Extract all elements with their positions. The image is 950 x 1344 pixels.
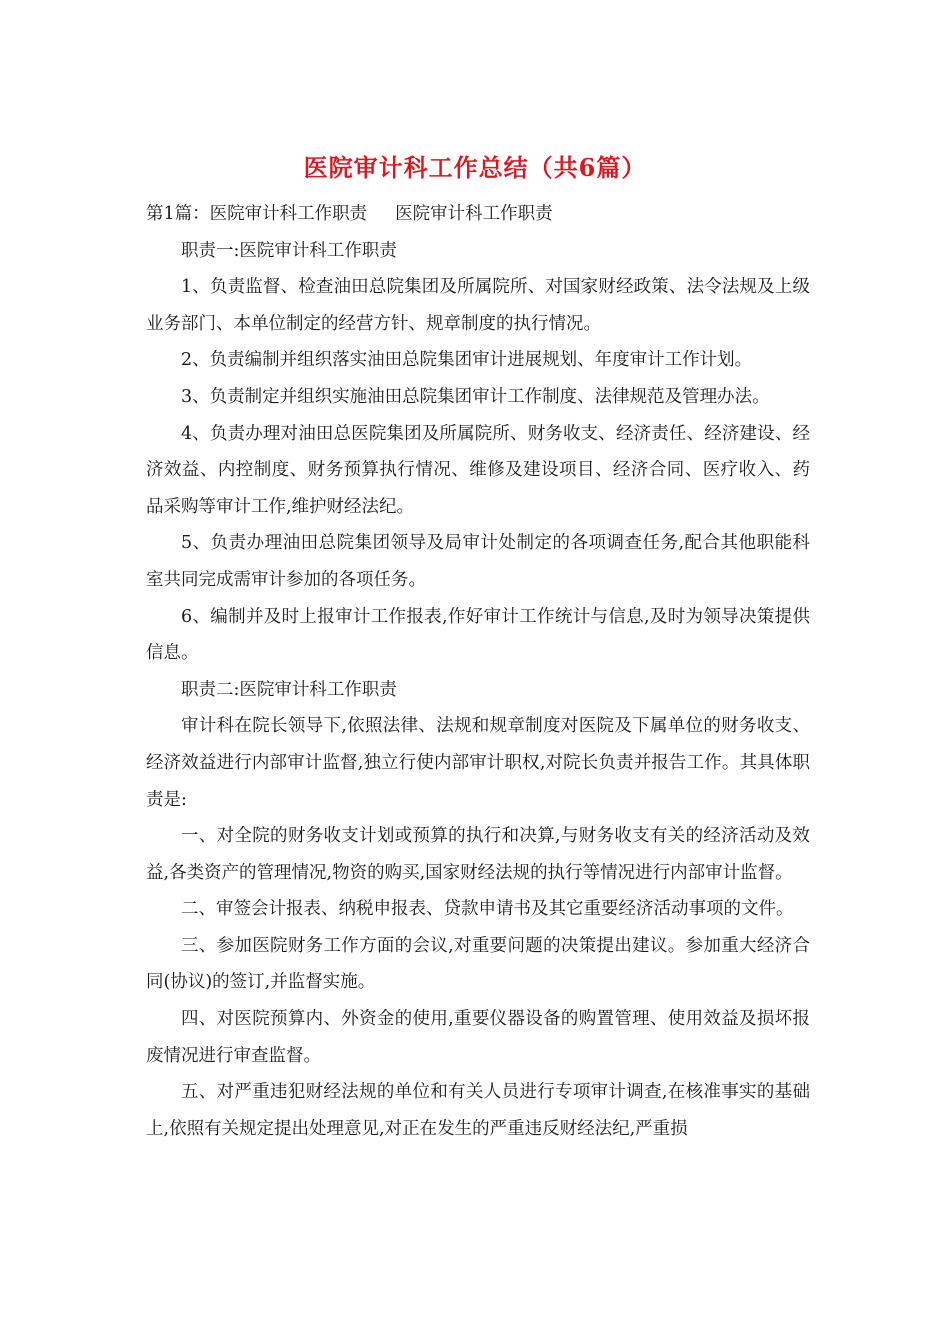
document-body xyxy=(146,196,810,1147)
paragraph: 3、负责制定并组织实施油田总院集团审计工作制度、法律规范及管理办法。 xyxy=(181,386,770,407)
paragraph: 2、负责编制并组织落实油田总院集团审计进展规划、年度审计工作计划。 xyxy=(181,350,753,371)
heading-part-2: 医院审计科工作职责 xyxy=(395,204,553,224)
document-title: 医院审计科工作总结（共6篇） xyxy=(303,153,647,182)
paragraph: 五、对严重违犯财经法规的单位和有关人员进行专项审计调查,在核准事实的基础上,依照有关规定提出处理意见,对正在发生的严重违反财经法纪,严重损 xyxy=(146,1082,810,1139)
paragraph: 职责二:医院审计科工作职责 xyxy=(181,679,397,700)
paragraph: 审计科在院长领导下,依照法律、法规和规章制度对医院及下属单位的财务收支、经济效益进行内部审计监督,独立行使内部审计职权,对院长负责并报告工作。其具体职责是: xyxy=(146,716,810,810)
heading-line xyxy=(146,196,810,233)
heading-part-1: 第1篇：医院审计科工作职责 xyxy=(146,204,368,224)
paragraph: 5、负责办理油田总院集团领导及局审计处制定的各项调查任务,配合其他职能科室共同完成需审计参加的各项任务。 xyxy=(146,533,810,590)
paragraph: 职责一:医院审计科工作职责 xyxy=(181,240,397,261)
paragraph: 6、编制并及时上报审计工作报表,作好审计工作统计与信息,及时为领导决策提供信息。 xyxy=(146,606,810,664)
paragraph: 1、负责监督、检查油田总院集团及所属院所、对国家财经政策、法令法规及上级业务部门、本单位制定的经营方针、规章制度的执行情况。 xyxy=(146,277,810,334)
paragraph: 4、负责办理对油田总医院集团及所属院所、财务收支、经济责任、经济建设、经济效益、内控制度、财务预算执行情况、维修及建设项目、经济合同、医疗收入、药品采购等审计工作,维护财经法纪。 xyxy=(146,423,810,517)
paragraph: 三、参加医院财务工作方面的会议,对重要问题的决策提出建议。参加重大经济合同(协议)的签订,并监督实施。 xyxy=(146,935,810,993)
paragraph: 二、审签会计报表、纳税申报表、贷款申请书及其它重要经济活动事项的文件。 xyxy=(181,899,794,920)
paragraph: 一、对全院的财务收支计划或预算的执行和决算,与财务收支有关的经济活动及效益,各类资产的管理情况,物资的购买,国家财经法规的执行等情况进行内部审计监督。 xyxy=(146,826,810,883)
paragraph: 四、对医院预算内、外资金的使用,重要仪器设备的购置管理、使用效益及损坏报废情况进行审查监督。 xyxy=(146,1009,810,1066)
